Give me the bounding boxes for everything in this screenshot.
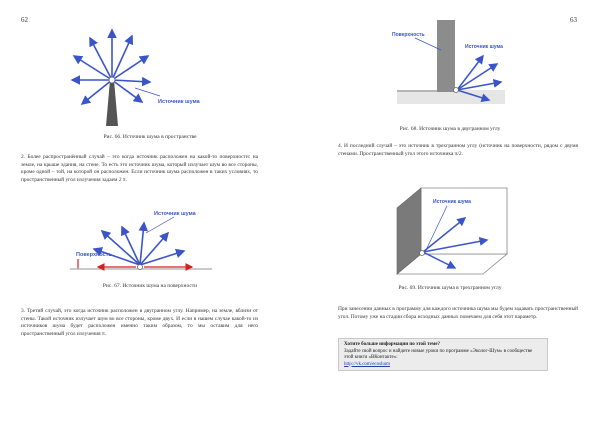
page-number-left: 62 (21, 16, 28, 24)
figure-69-noise-source-in-trihedral-angle (395, 180, 515, 278)
label-noise-source: Источник шума (158, 99, 200, 105)
label-noise-source-69: Источник шума (433, 199, 471, 205)
caption-fig-69: Рис. 69. Источник шума в трехгранном углу (398, 285, 502, 291)
caption-fig-67: Рис. 67. Источник шума на поверхности (102, 283, 198, 289)
radiation-arrows-67 (94, 223, 184, 265)
community-link[interactable]: http://vk.com/ecoshum (344, 361, 390, 367)
source-point-69 (420, 251, 425, 256)
ground-surface (397, 90, 505, 104)
label-noise-source-68: Источник шума (465, 44, 503, 50)
info-box (338, 338, 548, 371)
figure-66-noise-source-in-space (60, 16, 210, 128)
caption-fig-68: Рис. 68. Источник шума в двугранном углу (399, 126, 501, 132)
figure-68-noise-source-in-dihedral-angle (385, 20, 515, 110)
label-surface-67: Поверхность (76, 252, 112, 258)
caption-fig-66: Рис. 66. Источник шума в пространстве (103, 134, 197, 140)
pole (106, 80, 118, 126)
source-point-68 (454, 88, 459, 93)
paragraph-3: 3. Третий случай, это когда источник расположен в двугранном углу. Например, на земле, вблизи от стены. Такой источник излучает шум во все стороны, кроме двух. И если в нашем случае какой-то из источников шума будет расположен именно таким образом, то мы оставим для него пространственный угол излучения π. (21, 308, 258, 337)
source-point (109, 77, 115, 83)
wall (437, 20, 455, 92)
source-point-67 (138, 265, 143, 270)
paragraph-2: 2. Более распространённый случай – это когда источник расположен на какой-то поверхности: на земле, на крыше здания, на стене. То есть это источник шума, который излучает шум во все стороны, кроме одной – той, на которой он расположен. Если источник шума расположен в таких условиях, то пространственный угол излучения задаем 2 π. (21, 154, 258, 183)
paragraph-5: При занесении данных в программу для каждого источника шума мы будем задавать пространственный угол. Потому уже на стадии сбора исходных данных помечаем для себя этот параметр. (338, 306, 578, 320)
info-title: Хотите больше информации по этой теме? (344, 342, 440, 347)
page-number-right: 63 (570, 16, 577, 24)
info-text: Задайте свой вопрос и найдите новые уроки по программе «Эколог-Шум» в сообществе этой книги «ВКонтакте»: (344, 348, 533, 360)
figure-67-noise-source-on-surface (62, 203, 222, 275)
label-noise-source-67: Источник шума (154, 211, 196, 217)
label-surface-68: Поверхность (392, 32, 425, 38)
paragraph-4: 4. И последний случай – это источник в трехгранном углу (источник на поверхности, рядом с двумя стенами. Пространственный угол этого источника π/2. (338, 143, 578, 157)
right-page (300, 0, 600, 425)
